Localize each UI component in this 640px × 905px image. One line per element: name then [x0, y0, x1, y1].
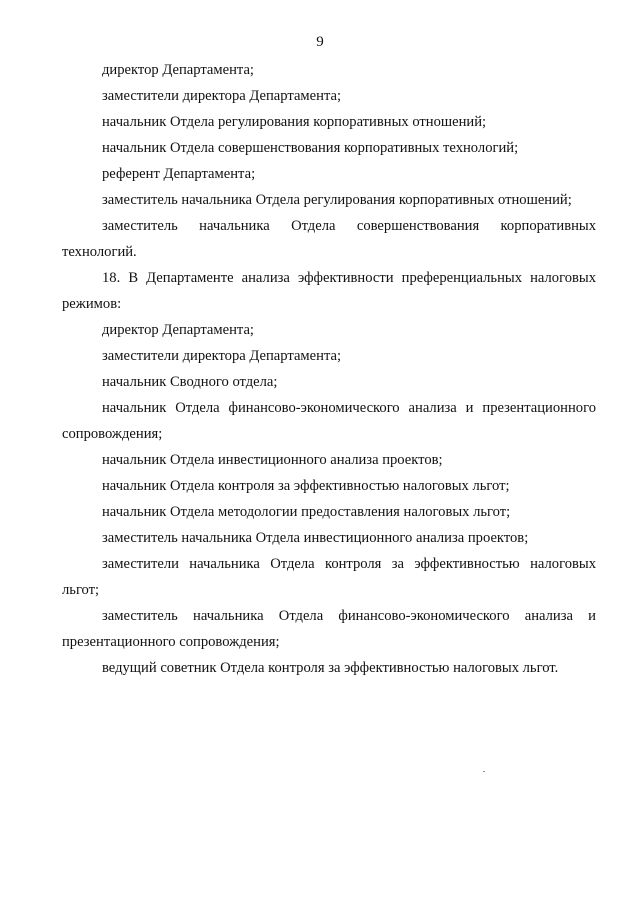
list-item: заместитель начальника Отдела совершенствования корпоративных технологий. — [62, 218, 596, 260]
list-item: начальник Сводного отдела; — [102, 374, 278, 390]
list-item: заместители начальника Отдела контроля за эффективностью налоговых льгот; — [62, 556, 596, 598]
list-item: заместители директора Департамента; — [102, 88, 342, 104]
list-item: заместитель начальника Отдела регулирования корпоративных отношений; — [102, 192, 572, 208]
list-item: заместитель начальника Отдела инвестиционного анализа проектов; — [102, 530, 529, 546]
list-item: начальник Отдела инвестиционного анализа проектов; — [102, 452, 443, 468]
list-item: референт Департамента; — [102, 166, 256, 182]
section-heading-paragraph: 18. В Департаменте анализа эффективности преференциальных налоговых режимов: — [62, 270, 596, 312]
list-item: начальник Отдела методологии предоставления налоговых льгот; — [102, 504, 511, 520]
page-number: 9 — [316, 34, 324, 50]
list-item: ведущий советник Отдела контроля за эффективностью налоговых льгот. — [102, 660, 559, 676]
list-item: директор Департамента; — [102, 322, 254, 338]
list-item: начальник Отдела совершенствования корпоративных технологий; — [102, 140, 519, 156]
list-item: заместители директора Департамента; — [102, 348, 342, 364]
document-body — [62, 57, 596, 681]
list-item: начальник Отдела финансово-экономического анализа и презентационного сопровождения; — [62, 400, 596, 442]
list-item: начальник Отдела регулирования корпоративных отношений; — [102, 114, 487, 130]
list-item: начальник Отдела контроля за эффективностью налоговых льгот; — [102, 478, 510, 494]
scan-speck — [483, 771, 485, 772]
list-item: заместитель начальника Отдела финансово-экономического анализа и презентационного сопровождения; — [62, 608, 596, 650]
list-item: директор Департамента; — [102, 62, 254, 78]
